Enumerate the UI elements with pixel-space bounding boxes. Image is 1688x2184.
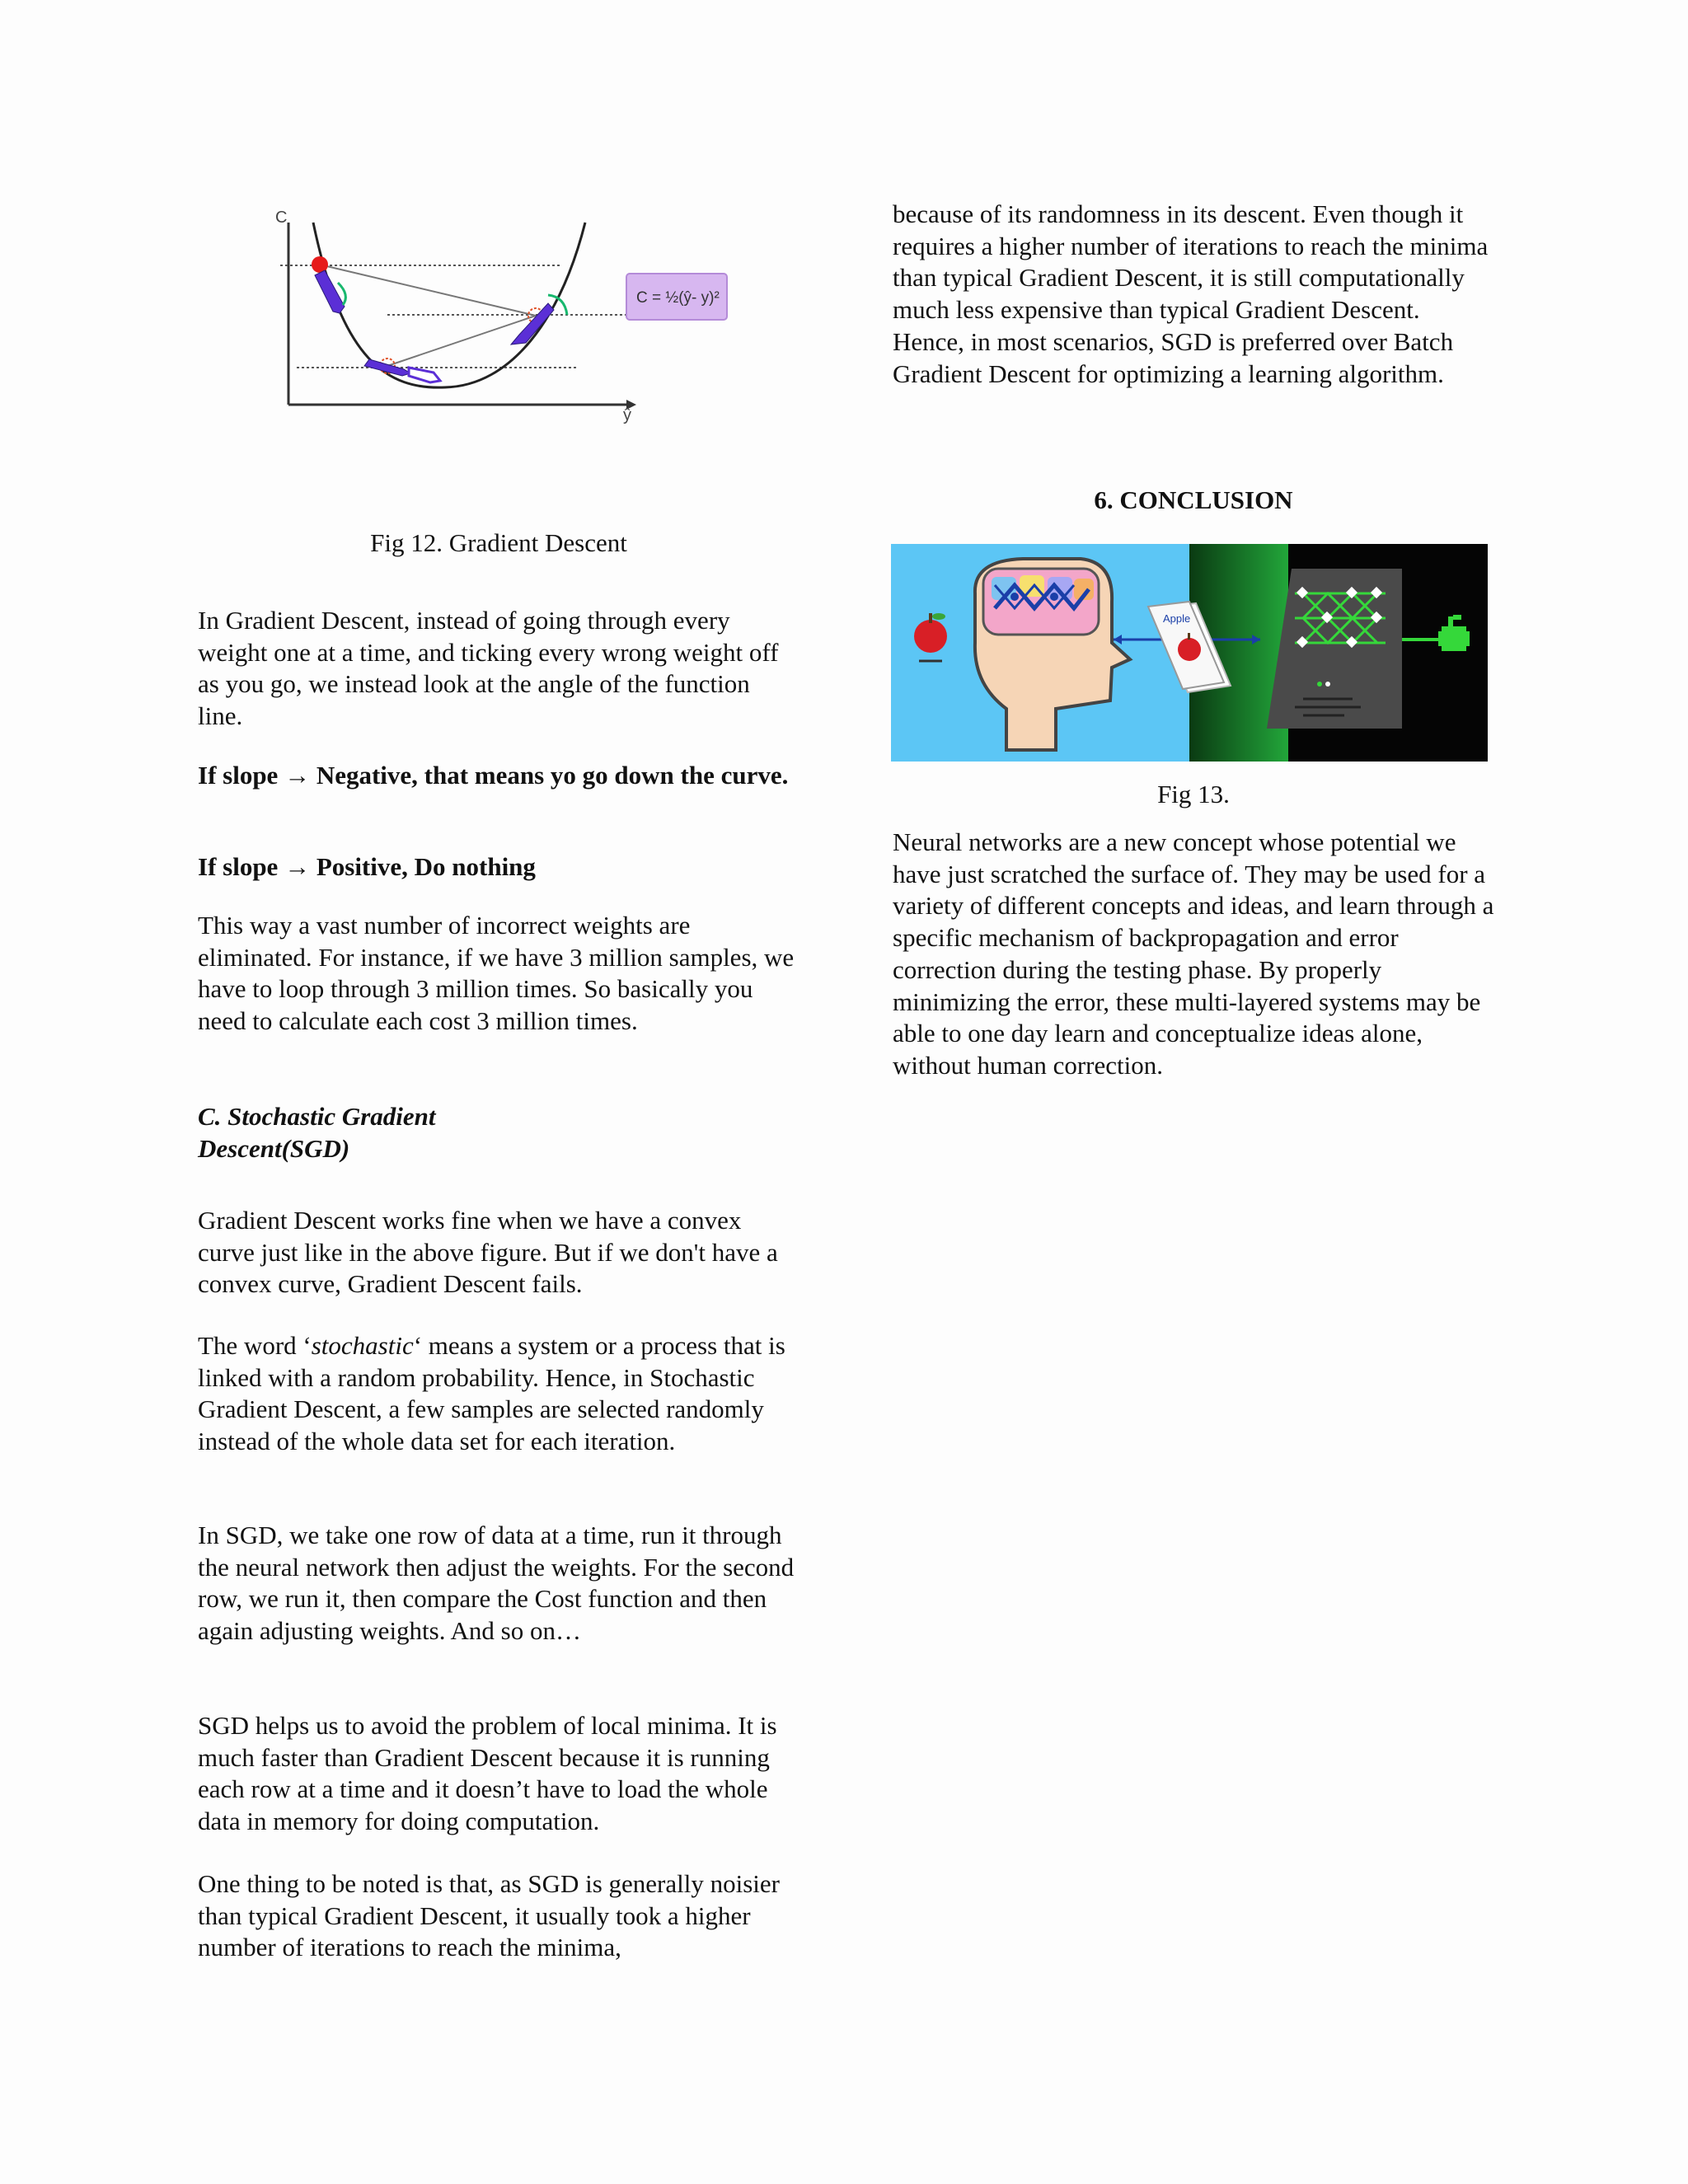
gradient-descent-diagram — [264, 204, 808, 443]
subsection-heading-sgd — [198, 1101, 799, 1165]
c-axis-label: C — [275, 209, 288, 227]
section-heading-conclusion: 6. CONCLUSION — [1094, 485, 1293, 514]
figure-13-illustration — [891, 544, 1488, 762]
paragraph-randomness: because of its randomness in its descent. Even though it requires a higher number of iterations to reach the minima than typical Gradient Descent, it is still computationally much less expensive than typical Gradient Descent. Hence, in most scenarios, SGD is preferred over Batch Gradient Descent for optimizing a learning algorithm. — [893, 199, 1489, 388]
figure-12-caption: Fig 12. Gradient Descent — [370, 528, 627, 557]
rule-negative-slope: If slope → Negative, that means yo go down the curve. — [198, 761, 789, 790]
figure-12-gradient-descent — [264, 204, 808, 443]
yhat-axis-label: ŷ — [623, 406, 631, 424]
paragraph-noisier: One thing to be noted is that, as SGD is generally noisier than typical Gradient Descent, it usually took a higher number of iterations to reach the minima, — [198, 1869, 780, 1962]
rule-positive-slope: If slope → Positive, Do nothing — [198, 852, 536, 881]
tangent-arrow-1-icon — [315, 270, 345, 313]
paragraph-stochastic-definition — [198, 1330, 799, 1458]
left-column — [198, 0, 799, 2184]
stochastic-term: stochastic — [311, 1331, 414, 1360]
stochastic-pre: The word ‘ — [198, 1331, 312, 1360]
cost-formula: C = ½(ŷ- y)² — [636, 289, 720, 307]
subsection-heading-line-2: Descent(SGD) — [198, 1133, 350, 1163]
start-point-ball — [312, 256, 328, 273]
paragraph-local-minima: SGD helps us to avoid the problem of local minima. It is much faster than Gradient Descent because it is running each row at a time and it doesn’t have to load the whole data in memory for doing computation. — [198, 1711, 777, 1836]
paragraph-gradient-descent-intro: In Gradient Descent, instead of going through every weight one at a time, and ticking every wrong weight off as you go, we instead look at the angle of the function line. — [198, 606, 779, 731]
card-label: Apple — [1163, 612, 1191, 625]
paragraph-weights-eliminated: This way a vast number of incorrect weights are eliminated. For instance, if we have 3 million samples, we have to loop through 3 million times. So basically you need to calculate each cost 3 million times. — [198, 911, 795, 1036]
tangent-arrow-3b-icon — [409, 368, 440, 382]
right-column — [893, 0, 1494, 2184]
paragraph-conclusion: Neural networks are a new concept whose potential we have just scratched the surface of. They may be used for a variety of different concepts and ideas, and learn through a specific mechanism of backpropagation and error correction during the testing phase. By properly minimizing the error, these multi-layered systems may be able to one day learn and conceptualize ideas alone, without human correction. — [893, 827, 1494, 1080]
stochastic-post: ‘ means a system or a process that is linked with a random probability. Hence, in Stochastic Gradient Descent, a few samples are selected randomly instead of the whole data set for each iteration. — [198, 1331, 785, 1456]
figure-13-brain-vs-network — [891, 544, 1488, 762]
paragraph-sgd-rows: In SGD, we take one row of data at a time, run it through the neural network then adjust the weights. For the second row, we run it, then compare the Cost function and then again adjusting weights. And so on… — [198, 1521, 795, 1646]
subsection-heading-line-1: C. Stochastic Gradient — [198, 1102, 436, 1131]
cost-curve — [313, 223, 585, 387]
step-line-1 — [320, 265, 536, 316]
paragraph-convex-curve: Gradient Descent works fine when we have a convex curve just like in the above figure. But if we don't have a convex curve, Gradient Descent fails. — [198, 1206, 778, 1299]
figure-13-caption: Fig 13. — [1157, 780, 1230, 808]
